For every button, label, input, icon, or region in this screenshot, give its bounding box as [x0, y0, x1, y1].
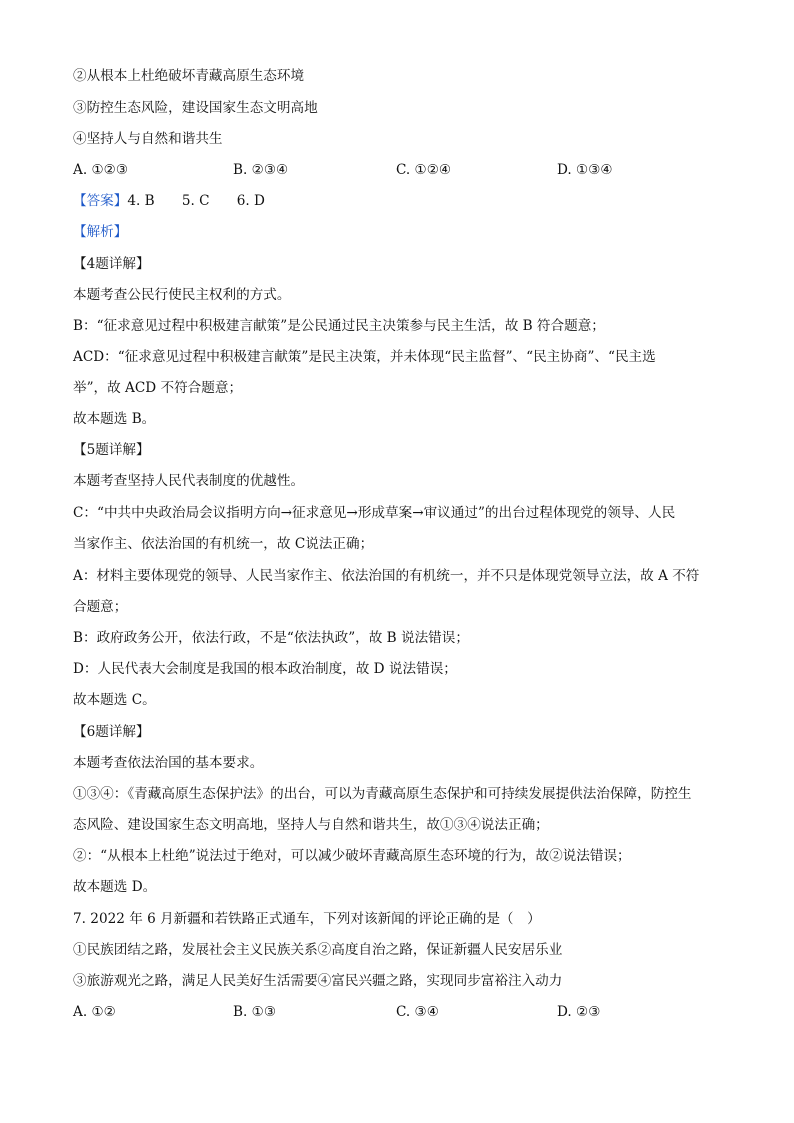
- q7-stem: 7. 2022 年 6 月新疆和若铁路正式通车，下列对该新闻的评论正确的是（ ）: [73, 911, 541, 927]
- q4-line-4: 举”，故 ACD 不符合题意；: [73, 380, 243, 396]
- q3-option-a: A. ①②③: [73, 162, 129, 178]
- q3-statement-3: ③防控生态风险，建设国家生态文明高地: [73, 100, 318, 116]
- q6-line-1: 本题考查依法治国的基本要求。: [73, 755, 264, 771]
- q5-line-8: 故本题选 C。: [73, 692, 156, 708]
- q4-line-5: 故本题选 B。: [73, 411, 156, 427]
- q6-heading: 【6题详解】: [73, 724, 150, 740]
- q5-line-7: D：人民代表大会制度是我国的根本政治制度，故 D 说法错误；: [73, 661, 457, 677]
- q5-line-5: 合题意；: [73, 599, 128, 615]
- q7-statements-1: ①民族团结之路，发展社会主义民族关系②高度自治之路，保证新疆人民安居乐业: [73, 942, 563, 958]
- q3-statement-4: ④坚持人与自然和谐共生: [73, 131, 223, 147]
- q4-line-1: 本题考查公民行使民主权利的方式。: [73, 287, 291, 303]
- q7-option-b: B. ①③: [233, 1004, 277, 1020]
- answer-label: 【答案】: [73, 193, 128, 209]
- q4-line-2: B：“征求意见过程中积极建言献策”是公民通过民主决策参与民主生活，故 B 符合题意；: [73, 318, 605, 334]
- q6-line-4: ②：“从根本上杜绝”说法过于绝对，可以减少破坏青藏高原生态环境的行为，故②说法错误；: [73, 848, 631, 864]
- answer-text: 4. B 5. C 6. D: [127, 193, 265, 209]
- q6-line-3: 态风险、建设国家生态文明高地，坚持人与自然和谐共生，故①③④说法正确；: [73, 817, 549, 833]
- q4-line-3: ACD：“征求意见过程中积极建言献策”是民主决策，并未体现“民主监督”、“民主协商”、“民主选: [73, 349, 656, 365]
- q3-statement-2: ②从根本上杜绝破坏青藏高原生态环境: [73, 68, 305, 84]
- q5-line-2: C：“中共中央政治局会议指明方向→征求意见→形成草案→审议通过”的出台过程体现党的领导、人民: [73, 505, 676, 521]
- q7-option-a: A. ①②: [73, 1004, 116, 1020]
- answer-line: [73, 191, 265, 211]
- q6-line-2: ①③④：《青藏高原生态保护法》的出台，可以为青藏高原生态保护和可持续发展提供法治保障，防控生: [73, 786, 692, 802]
- q7-option-d: D. ②③: [557, 1004, 601, 1020]
- q4-heading: 【4题详解】: [73, 256, 150, 272]
- q3-option-d: D. ①③④: [557, 162, 613, 178]
- q5-line-1: 本题考查坚持人民代表制度的优越性。: [73, 473, 305, 489]
- q5-line-4: A：材料主要体现党的领导、人民当家作主、依法治国的有机统一，并不只是体现党领导立法，故 A 不符: [73, 568, 700, 584]
- q7-statements-2: ③旅游观光之路，满足人民美好生活需要④富民兴疆之路，实现同步富裕注入动力: [73, 973, 563, 989]
- analysis-label: 【解析】: [73, 224, 128, 240]
- q5-heading: 【5题详解】: [73, 442, 150, 458]
- q3-option-b: B. ②③④: [233, 162, 289, 178]
- q5-line-3: 当家作主、依法治国的有机统一，故 C说法正确；: [73, 536, 374, 552]
- q6-line-5: 故本题选 D。: [73, 879, 157, 895]
- q7-option-c: C. ③④: [396, 1004, 439, 1020]
- q3-option-c: C. ①②④: [396, 162, 452, 178]
- q5-line-6: B：政府政务公开，依法行政，不是“依法执政”，故 B 说法错误；: [73, 630, 469, 646]
